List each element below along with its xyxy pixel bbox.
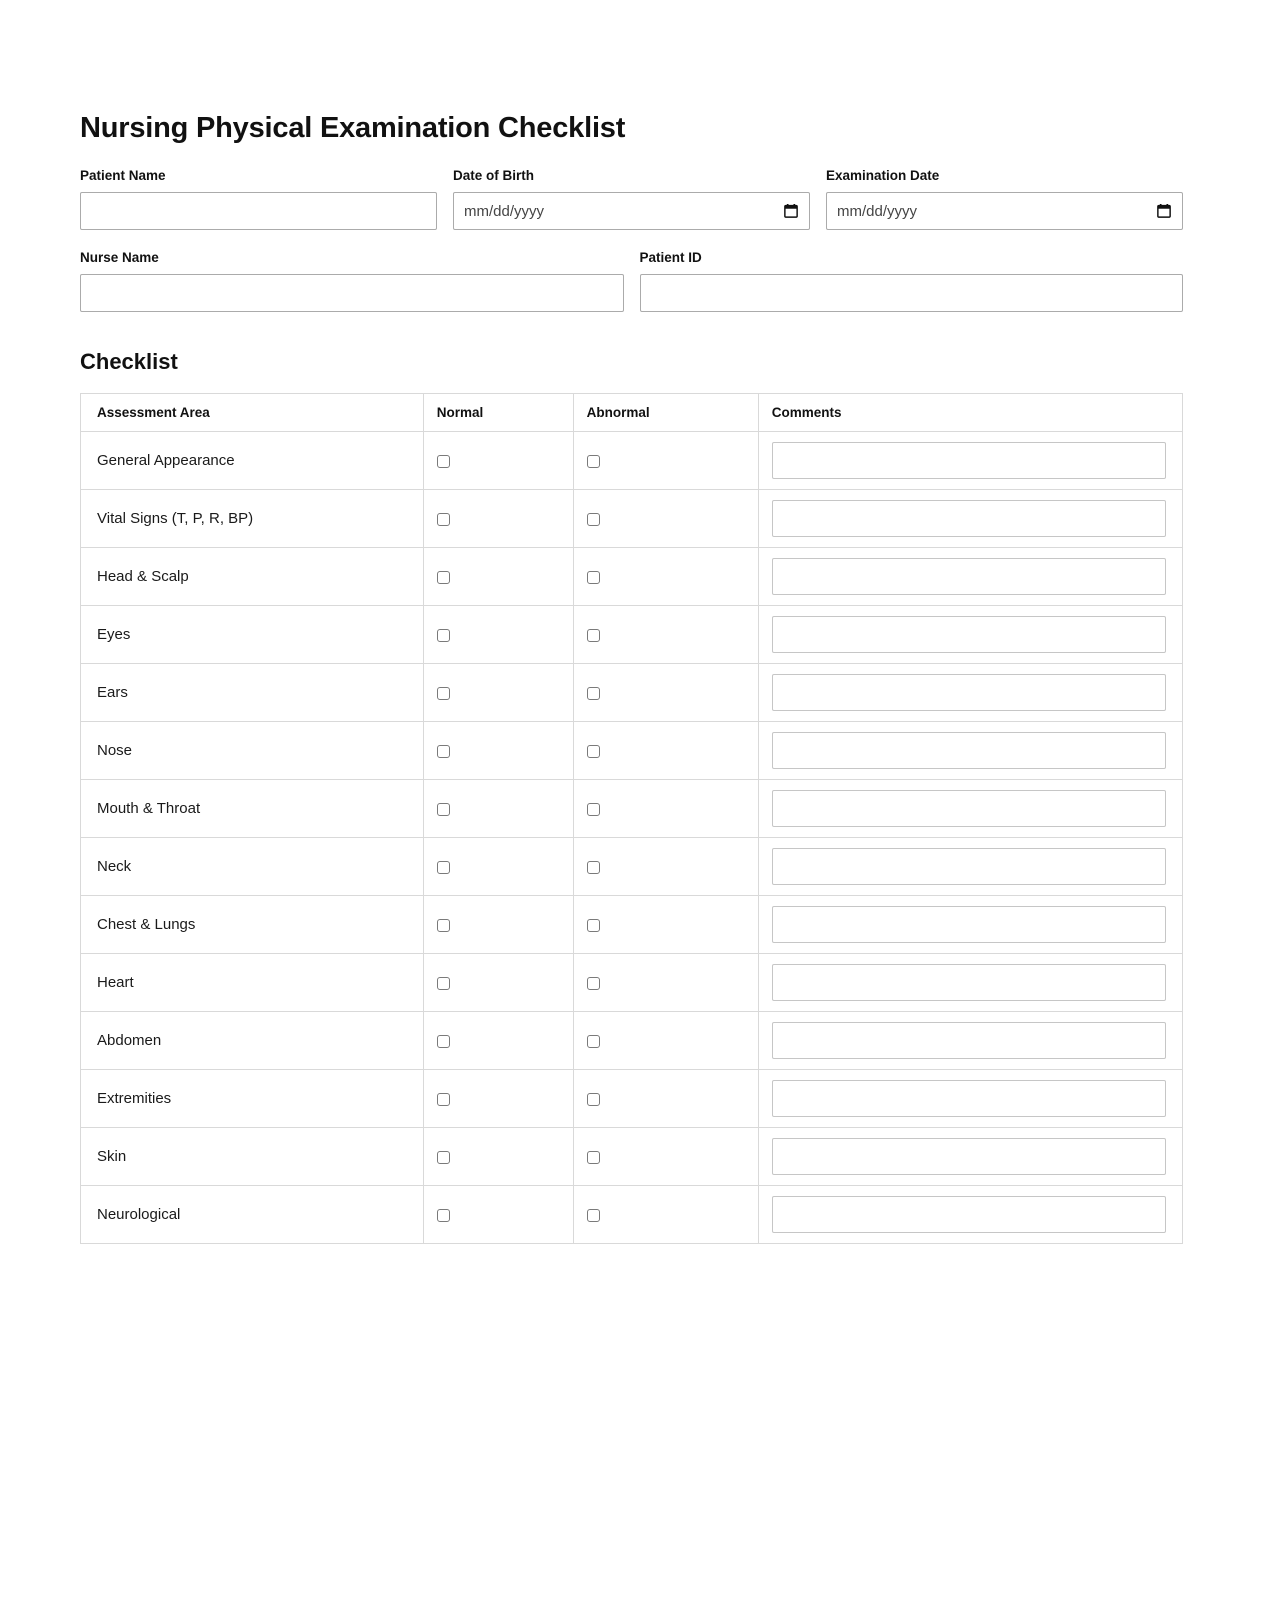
patient-info-row-2 <box>80 251 1183 312</box>
comment-input[interactable] <box>772 558 1166 595</box>
comment-input[interactable] <box>772 732 1166 769</box>
abnormal-cell <box>573 606 758 664</box>
nurse-name-label: Nurse Name <box>80 250 159 266</box>
table-row <box>81 664 1183 722</box>
examination-date-input[interactable] <box>826 192 1183 230</box>
normal-cell <box>423 548 573 606</box>
abnormal-cell <box>573 722 758 780</box>
column-header-comments: Comments <box>758 394 1182 432</box>
assessment-area-label: Chest & Lungs <box>81 896 424 954</box>
column-header-normal: Normal <box>423 394 573 432</box>
normal-cell <box>423 954 573 1012</box>
column-header-abnormal: Abnormal <box>573 394 758 432</box>
table-row <box>81 432 1183 490</box>
abnormal-cell <box>573 1186 758 1244</box>
normal-cell <box>423 1070 573 1128</box>
abnormal-checkbox[interactable] <box>587 803 600 816</box>
abnormal-checkbox[interactable] <box>587 919 600 932</box>
examination-date-field-group <box>826 169 1183 230</box>
assessment-area-label: Neck <box>81 838 424 896</box>
normal-cell <box>423 838 573 896</box>
comment-input[interactable] <box>772 848 1166 885</box>
assessment-area-label: Ears <box>81 664 424 722</box>
comment-cell <box>758 896 1182 954</box>
abnormal-checkbox[interactable] <box>587 571 600 584</box>
patient-id-label: Patient ID <box>639 250 702 266</box>
normal-cell <box>423 432 573 490</box>
abnormal-cell <box>573 1012 758 1070</box>
normal-cell <box>423 606 573 664</box>
table-row <box>81 1070 1183 1128</box>
normal-checkbox[interactable] <box>437 977 450 990</box>
assessment-area-label: Eyes <box>81 606 424 664</box>
patient-info-row-1 <box>80 169 1183 230</box>
abnormal-checkbox[interactable] <box>587 745 600 758</box>
abnormal-cell <box>573 1128 758 1186</box>
normal-checkbox[interactable] <box>437 1035 450 1048</box>
comment-cell <box>758 432 1182 490</box>
table-row <box>81 1128 1183 1186</box>
comment-input[interactable] <box>772 790 1166 827</box>
normal-cell <box>423 490 573 548</box>
comment-input[interactable] <box>772 1138 1166 1175</box>
abnormal-cell <box>573 896 758 954</box>
comment-input[interactable] <box>772 1022 1166 1059</box>
date-of-birth-label: Date of Birth <box>453 168 534 184</box>
abnormal-cell <box>573 432 758 490</box>
checklist-heading: Checklist <box>80 349 178 375</box>
comment-input[interactable] <box>772 1080 1166 1117</box>
table-row <box>81 1186 1183 1244</box>
assessment-area-label: Nose <box>81 722 424 780</box>
table-row <box>81 954 1183 1012</box>
comment-cell <box>758 838 1182 896</box>
normal-checkbox[interactable] <box>437 745 450 758</box>
page-title: Nursing Physical Examination Checklist <box>80 112 626 144</box>
abnormal-cell <box>573 954 758 1012</box>
assessment-area-label: Neurological <box>81 1186 424 1244</box>
comment-cell <box>758 780 1182 838</box>
abnormal-checkbox[interactable] <box>587 1209 600 1222</box>
comment-cell <box>758 664 1182 722</box>
normal-cell <box>423 1012 573 1070</box>
comment-input[interactable] <box>772 674 1166 711</box>
abnormal-cell <box>573 548 758 606</box>
abnormal-checkbox[interactable] <box>587 687 600 700</box>
normal-checkbox[interactable] <box>437 861 450 874</box>
comment-input[interactable] <box>772 616 1166 653</box>
abnormal-checkbox[interactable] <box>587 861 600 874</box>
abnormal-checkbox[interactable] <box>587 977 600 990</box>
comment-cell <box>758 1070 1182 1128</box>
examination-date-label: Examination Date <box>826 168 940 184</box>
table-row <box>81 606 1183 664</box>
comment-input[interactable] <box>772 906 1166 943</box>
table-row <box>81 896 1183 954</box>
assessment-area-label: Mouth & Throat <box>81 780 424 838</box>
normal-cell <box>423 896 573 954</box>
assessment-area-label: Abdomen <box>81 1012 424 1070</box>
comment-cell <box>758 606 1182 664</box>
abnormal-checkbox[interactable] <box>587 1093 600 1106</box>
comment-cell <box>758 548 1182 606</box>
normal-checkbox[interactable] <box>437 571 450 584</box>
assessment-area-label: Heart <box>81 954 424 1012</box>
abnormal-checkbox[interactable] <box>587 1035 600 1048</box>
abnormal-cell <box>573 780 758 838</box>
normal-cell <box>423 722 573 780</box>
normal-cell <box>423 664 573 722</box>
comment-cell <box>758 954 1182 1012</box>
table-row <box>81 1012 1183 1070</box>
table-row <box>81 780 1183 838</box>
patient-name-field-group <box>80 169 437 230</box>
abnormal-cell <box>573 1070 758 1128</box>
column-header-assessment-area: Assessment Area <box>81 394 424 432</box>
normal-cell <box>423 1186 573 1244</box>
normal-checkbox[interactable] <box>437 513 450 526</box>
comment-cell <box>758 722 1182 780</box>
normal-cell <box>423 1128 573 1186</box>
checklist-table <box>80 393 1183 1244</box>
comment-input[interactable] <box>772 500 1166 537</box>
assessment-area-label: Extremities <box>81 1070 424 1128</box>
assessment-area-label: Vital Signs (T, P, R, BP) <box>81 490 424 548</box>
normal-checkbox[interactable] <box>437 687 450 700</box>
normal-checkbox[interactable] <box>437 919 450 932</box>
comment-input[interactable] <box>772 964 1166 1001</box>
comment-cell <box>758 1186 1182 1244</box>
abnormal-checkbox[interactable] <box>587 629 600 642</box>
patient-name-label: Patient Name <box>80 168 166 184</box>
abnormal-checkbox[interactable] <box>587 513 600 526</box>
normal-checkbox[interactable] <box>437 803 450 816</box>
comment-cell <box>758 1012 1182 1070</box>
normal-checkbox[interactable] <box>437 1151 450 1164</box>
comment-input[interactable] <box>772 1196 1166 1233</box>
table-row <box>81 722 1183 780</box>
checklist-header-row <box>81 394 1183 432</box>
nurse-name-field-group <box>80 251 624 312</box>
assessment-area-label: Skin <box>81 1128 424 1186</box>
abnormal-checkbox[interactable] <box>587 1151 600 1164</box>
assessment-area-label: General Appearance <box>81 432 424 490</box>
normal-checkbox[interactable] <box>437 1209 450 1222</box>
abnormal-cell <box>573 838 758 896</box>
abnormal-checkbox[interactable] <box>587 455 600 468</box>
patient-info-section <box>80 169 1183 312</box>
table-row <box>81 838 1183 896</box>
comment-cell <box>758 490 1182 548</box>
date-of-birth-input[interactable] <box>453 192 810 230</box>
nurse-name-input[interactable] <box>80 274 624 312</box>
abnormal-cell <box>573 664 758 722</box>
normal-cell <box>423 780 573 838</box>
date-of-birth-field-group <box>453 169 810 230</box>
patient-id-field-group <box>640 251 1184 312</box>
comment-cell <box>758 1128 1182 1186</box>
table-row <box>81 490 1183 548</box>
assessment-area-label: Head & Scalp <box>81 548 424 606</box>
normal-checkbox[interactable] <box>437 629 450 642</box>
patient-name-input[interactable] <box>80 192 437 230</box>
abnormal-cell <box>573 490 758 548</box>
patient-id-input[interactable] <box>640 274 1184 312</box>
table-row <box>81 548 1183 606</box>
normal-checkbox[interactable] <box>437 455 450 468</box>
normal-checkbox[interactable] <box>437 1093 450 1106</box>
comment-input[interactable] <box>772 442 1166 479</box>
